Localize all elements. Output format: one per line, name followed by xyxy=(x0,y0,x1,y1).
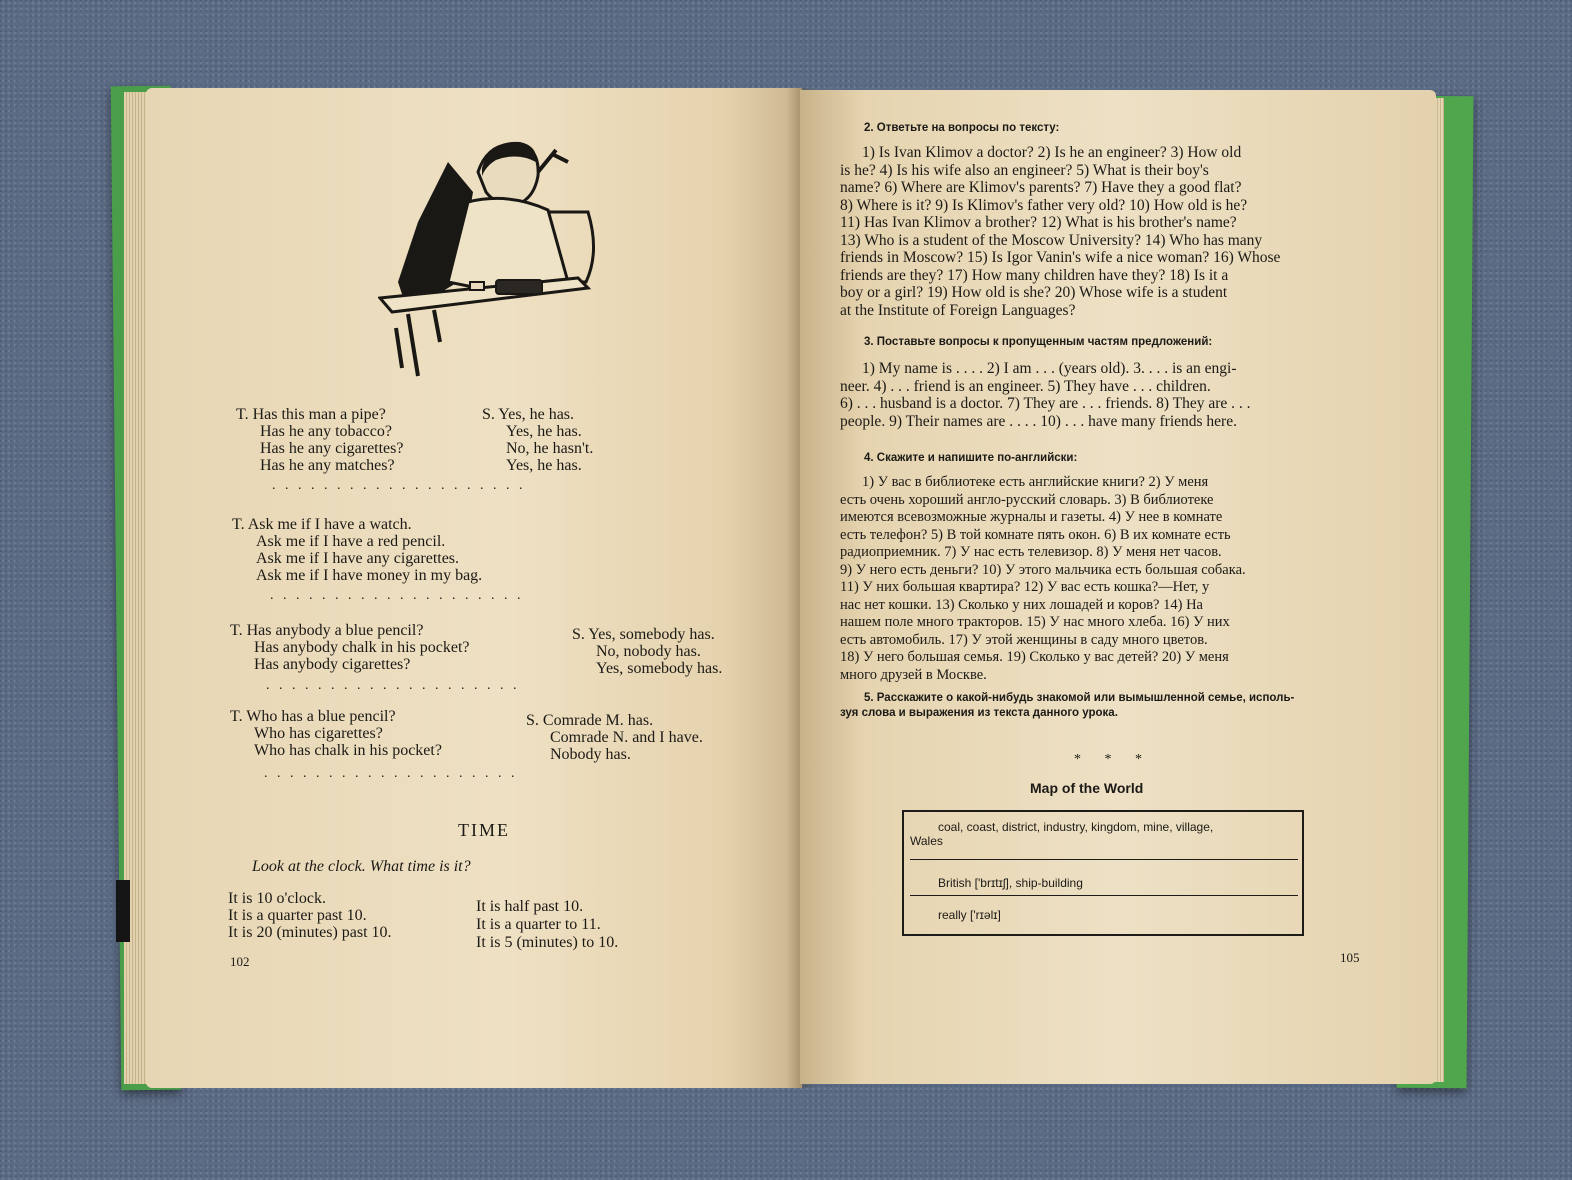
right-page-number: 105 xyxy=(1340,950,1360,965)
dialog3-t-1: T. Has anybody a blue pencil? xyxy=(230,622,424,639)
time-right-1: It is half past 10. xyxy=(476,898,584,915)
ex4-line: радиоприемник. 7) У нас есть телевизор. 8) У меня нет часов. xyxy=(840,544,1222,560)
dialog1-s-2: Yes, he has. xyxy=(506,423,582,440)
ex2-line: 1) Is Ivan Klimov a doctor? 2) Is he an engineer? 3) How old xyxy=(862,144,1242,161)
ex4-line: 18) У него большая семья. 19) Сколько у вас детей? 20) У меня xyxy=(840,649,1229,665)
dialog2-t-3: Ask me if I have any cigarettes. xyxy=(256,550,460,567)
dialog1-t-3: Has he any cigarettes? xyxy=(260,440,404,457)
dialog4-s-1: S. Comrade M. has. xyxy=(526,712,654,729)
ex2-line: 8) Where is it? 9) Is Klimov's father very old? 10) How old is he? xyxy=(840,196,1248,214)
time-heading: TIME xyxy=(458,820,510,840)
dialog2-t-1: T. Ask me if I have a watch. xyxy=(232,516,412,533)
ex3-line: 6) . . . husband is a doctor. 7) They are . . . friends. 8) They are . . . xyxy=(840,395,1251,412)
ex3-line: people. 9) Their names are . . . . 10) . . . have many friends here. xyxy=(840,412,1237,430)
dialog3-t-2: Has anybody chalk in his pocket? xyxy=(254,639,470,656)
ex2-line: name? 6) Where are Klimov's parents? 7) Have they a good flat? xyxy=(840,179,1242,196)
ex4-line: 11) У них большая квартира? 12) У вас есть кошка?—Нет, у xyxy=(840,579,1210,595)
vocab-line-4: really ['rɪəlɪ] xyxy=(938,908,1001,922)
dialog4-t-1: T. Who has a blue pencil? xyxy=(230,708,396,725)
ex2-line: is he? 4) Is his wife also an engineer? 5) What is their boy's xyxy=(840,161,1209,179)
vocab-line-3: British ['brɪtɪʃ], ship-building xyxy=(938,876,1083,890)
time-right-3: It is 5 (minutes) to 10. xyxy=(476,934,619,951)
time-left-2: It is a quarter past 10. xyxy=(228,907,367,924)
ex2-line: boy or a girl? 19) How old is she? 20) Whose wife is a student xyxy=(840,284,1228,301)
dialog2-t-4: Ask me if I have money in my bag. xyxy=(256,567,483,584)
exercise-3-heading: 3. Поставьте вопросы к пропущенным частям предложений: xyxy=(864,336,1213,348)
ex2-line: at the Institute of Foreign Languages? xyxy=(840,301,1076,319)
ex2-line: friends in Moscow? 15) Is Igor Vanin's wife a nice woman? 16) Whose xyxy=(840,249,1281,266)
time-right-2: It is a quarter to 11. xyxy=(476,916,601,933)
right-page xyxy=(800,90,1436,1084)
ex4-line: нас нет кошки. 13) Сколько у них лошадей и коров? 14) На xyxy=(840,596,1203,613)
section-stars: * * * xyxy=(1074,752,1152,767)
ex3-line: 1) My name is . . . . 2) I am . . . (years old). 3. . . . is an engi- xyxy=(862,360,1237,377)
vocab-row-3 xyxy=(910,904,1298,930)
ex4-line: много друзей в Москве. xyxy=(840,666,987,683)
dialog1-t-2: Has he any tobacco? xyxy=(260,423,392,440)
time-left-1: It is 10 o'clock. xyxy=(228,890,326,907)
ex2-line: 11) Has Ivan Klimov a brother? 12) What is his brother's name? xyxy=(840,214,1237,231)
dots-separator-3: . . . . . . . . . . . . . . . . . . . . xyxy=(266,678,520,693)
dialog3-s-1: S. Yes, somebody has. xyxy=(572,626,715,643)
vocabulary-box xyxy=(902,810,1304,936)
dots-separator-2: . . . . . . . . . . . . . . . . . . . . xyxy=(270,588,524,603)
dialog3-s-2: No, nobody has. xyxy=(596,643,701,660)
ex4-line: нашем поле много тракторов. 15) У нас много хлеба. 16) У них xyxy=(840,614,1230,630)
ex4-line: 9) У него есть деньги? 10) У этого мальчика есть большая собака. xyxy=(840,561,1246,578)
ex4-line: имеются всевозможные журналы и газеты. 4) У нее в комнате xyxy=(840,509,1223,525)
dialog1-s-1: S. Yes, he has. xyxy=(482,406,575,423)
vocab-row-1 xyxy=(910,820,1298,860)
dialog3-t-3: Has anybody cigarettes? xyxy=(254,656,411,673)
exercise-5-line-2: зуя слова и выражения из текста данного урока. xyxy=(840,707,1118,719)
ex4-line: 1) У вас в библиотеке есть английские книги? 2) У меня xyxy=(862,474,1209,490)
time-left-3: It is 20 (minutes) past 10. xyxy=(228,924,392,941)
ex2-line: 13) Who is a student of the Moscow University? 14) Who has many xyxy=(840,231,1263,249)
exercise-2-heading: 2. Ответьте на вопросы по тексту: xyxy=(864,122,1060,134)
ex4-line: есть автомобиль. 17) У этой женщины в саду много цветов. xyxy=(840,631,1208,648)
dialog4-s-3: Nobody has. xyxy=(550,746,631,763)
left-page xyxy=(146,88,802,1088)
dialog1-s-3: No, he hasn't. xyxy=(506,440,594,457)
dialog4-t-2: Who has cigarettes? xyxy=(254,725,383,742)
dots-separator-1: . . . . . . . . . . . . . . . . . . . . xyxy=(272,478,526,493)
ex4-line: есть очень хороший англо-русский словарь. 3) В библиотеке xyxy=(840,491,1214,508)
dialog2-t-2: Ask me if I have a red pencil. xyxy=(256,533,446,550)
cover-mark xyxy=(116,880,130,942)
exercise-4-text xyxy=(840,474,1352,684)
man-with-pipe-illustration xyxy=(378,132,618,382)
vocab-line-1: coal, coast, district, industry, kingdom, mine, village, xyxy=(938,820,1214,834)
dialog1-t-4: Has he any matches? xyxy=(260,457,395,474)
exercise-3-text xyxy=(840,360,1352,430)
exercise-4-heading: 4. Скажите и напишите по-английски: xyxy=(864,452,1078,464)
left-page-number: 102 xyxy=(230,954,250,969)
exercise-5-line-1: 5. Расскажите о какой-нибудь знакомой или вымышленной семье, исполь- xyxy=(864,692,1295,704)
ex3-line: neer. 4) . . . friend is an engineer. 5) They have . . . children. xyxy=(840,377,1211,395)
ex4-line: есть телефон? 5) В той комнате пять окон. 6) В их комнате есть xyxy=(840,526,1231,543)
vocab-row-2 xyxy=(910,870,1298,896)
dialog4-t-3: Who has chalk in his pocket? xyxy=(254,742,442,759)
map-of-the-world-title: Map of the World xyxy=(1030,780,1144,796)
exercise-2-text xyxy=(840,144,1352,319)
time-question: Look at the clock. What time is it? xyxy=(252,858,471,875)
ex2-line: friends are they? 17) How many children have they? 18) Is it a xyxy=(840,266,1229,284)
dots-separator-4: . . . . . . . . . . . . . . . . . . . . xyxy=(264,766,518,781)
dialog3-s-3: Yes, somebody has. xyxy=(596,660,723,677)
dialog1-s-4: Yes, he has. xyxy=(506,457,582,474)
dialog1-t-1: T. Has this man a pipe? xyxy=(236,406,386,423)
vocab-line-2: Wales xyxy=(910,834,943,848)
dialog4-s-2: Comrade N. and I have. xyxy=(550,729,703,746)
